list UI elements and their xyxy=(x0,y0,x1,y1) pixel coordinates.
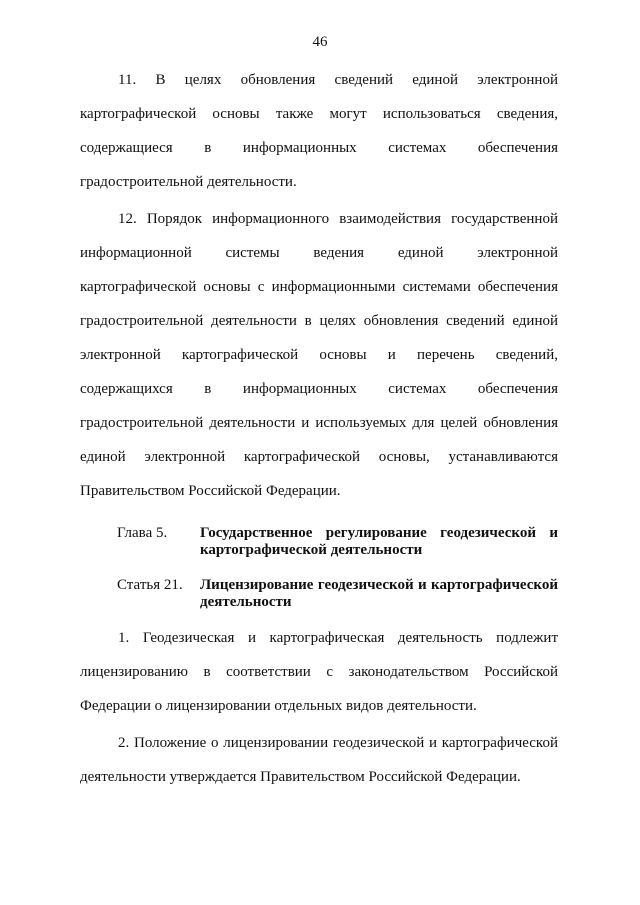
page-number: 46 xyxy=(312,34,328,50)
text-line: содержащиеся в информационных системах обеспечения xyxy=(80,140,558,156)
paragraph-12 xyxy=(80,202,558,508)
text-line: содержащихся в информационных системах обеспечения xyxy=(80,381,558,397)
paragraph-11 xyxy=(80,63,558,199)
text-line: Федерации о лицензировании отдельных видов деятельности. xyxy=(80,698,477,714)
text-line: градостроительной деятельности. xyxy=(80,174,297,190)
text-line: 12. Порядок информационного взаимодействия государственной xyxy=(118,211,558,227)
text-line: Правительством Российской Федерации. xyxy=(80,483,341,499)
text-line: картографической основы также могут использоваться сведения, xyxy=(80,106,558,122)
text-line: электронной картографической основы и перечень сведений, xyxy=(80,347,558,363)
article-label: Статья 21. xyxy=(117,577,183,593)
text-line: деятельности утверждается Правительством Российской Федерации. xyxy=(80,769,521,785)
text-line: 11. В целях обновления сведений единой электронной xyxy=(118,72,558,88)
text-line: 1. Геодезическая и картографическая деятельность подлежит xyxy=(118,630,558,646)
text-line: градостроительной деятельности и используемых для целей обновления xyxy=(80,415,558,431)
text-line: лицензированию в соответствии с законодательством Российской xyxy=(80,664,558,680)
article-21-paragraph-1 xyxy=(80,621,558,723)
chapter-title: Государственное регулирование геодезической и картографической деятельности xyxy=(200,525,558,558)
article-21-paragraph-2 xyxy=(80,726,558,794)
text-line: информационной системы ведения единой электронной xyxy=(80,245,558,261)
article-title: Лицензирование геодезической и картографической деятельности xyxy=(200,577,558,610)
chapter-label: Глава 5. xyxy=(117,525,168,541)
text-line: единой электронной картографической основы, устанавливаются xyxy=(80,449,558,465)
text-line: 2. Положение о лицензировании геодезической и картографической xyxy=(118,735,558,751)
text-line: градостроительной деятельности в целях обновления сведений единой xyxy=(80,313,558,329)
text-line: картографической основы с информационными системами обеспечения xyxy=(80,279,558,295)
